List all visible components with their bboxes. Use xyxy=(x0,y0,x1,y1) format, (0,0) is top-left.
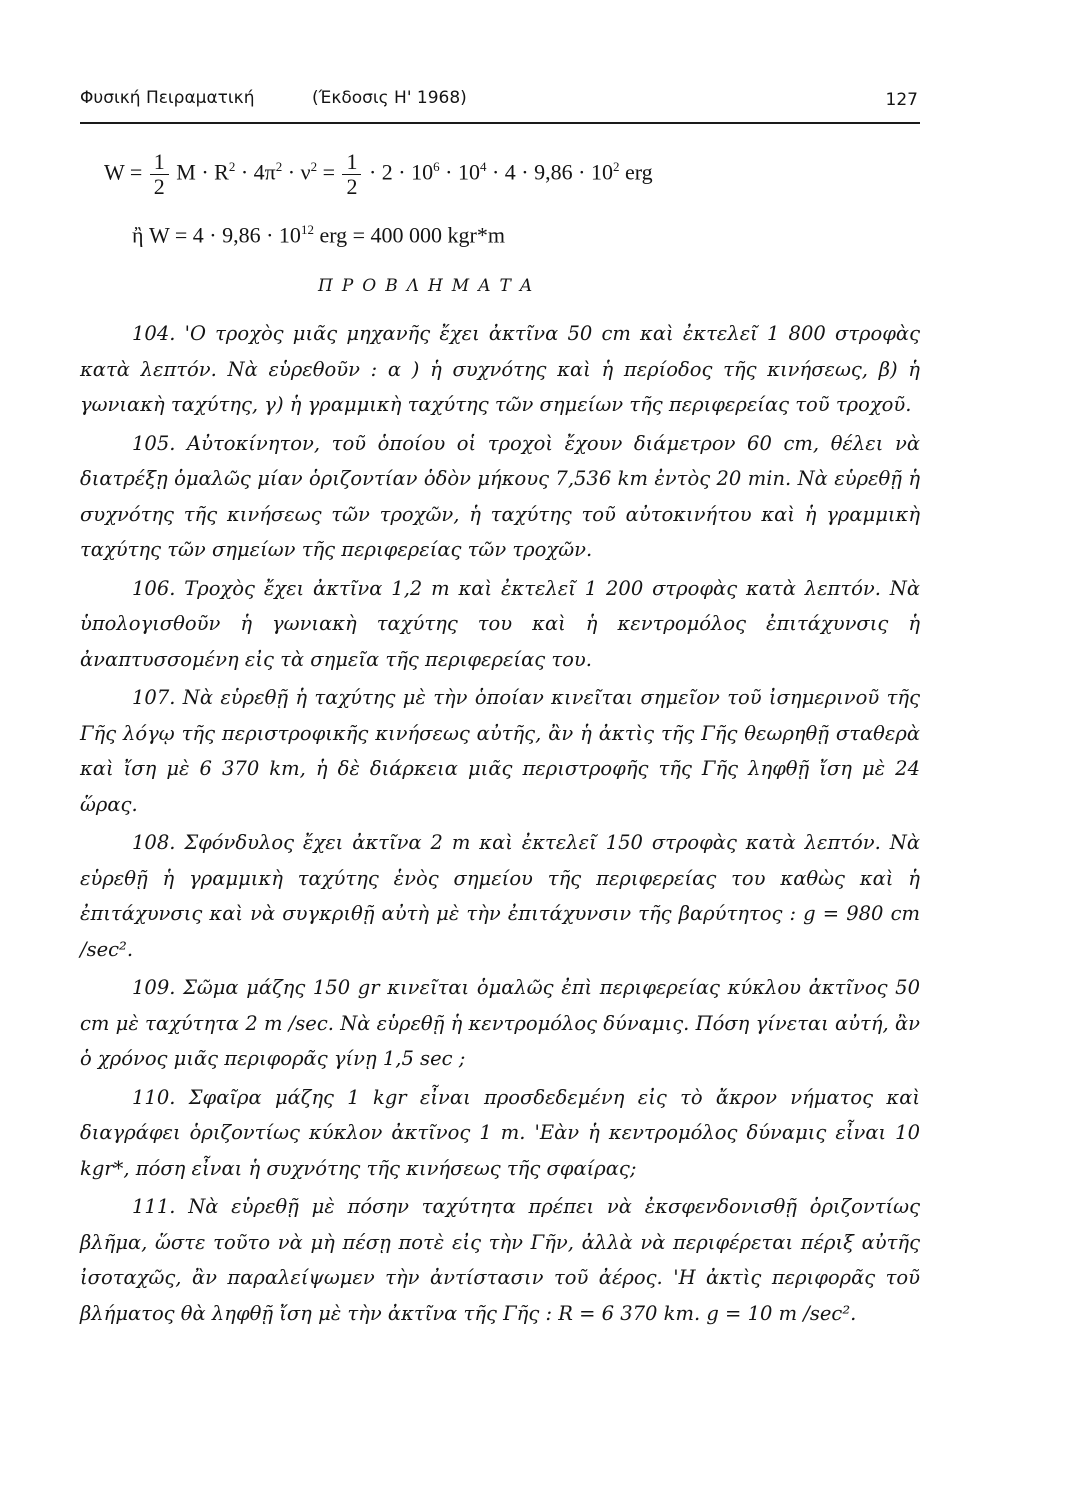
formula-w: W = xyxy=(104,159,143,185)
formula-equals: = xyxy=(317,159,335,185)
energy-result-formula xyxy=(132,222,505,248)
formula-term: · 4 · 9,86 · 10 xyxy=(486,159,613,185)
problem-text: Σῶμα μάζης 150 gr κινεῖται ὁμαλῶς ἐπὶ περιφερείας κύκλου ἀκτῖνος 50 cm μὲ ταχύτητα 2 m /sec. Νὰ εὑρεθῇ ἡ κεντρομόλος δύναμις. Πόση γίνεται αὐτή, ἂν ὁ χρόνος μιᾶς περιφορᾶς γίνῃ 1,5 sec ; xyxy=(80,976,920,1070)
problems-list xyxy=(80,316,920,1334)
fraction-denominator: 2 xyxy=(346,174,358,199)
formula-term: · 10 xyxy=(439,159,480,185)
problem-105 xyxy=(80,426,920,568)
running-header xyxy=(80,86,918,114)
fraction-denominator: 2 xyxy=(153,174,165,199)
exponent: 6 xyxy=(433,159,440,175)
header-book-title: Φυσική Πειραματική xyxy=(80,88,255,108)
fraction-half-1 xyxy=(150,150,169,199)
formula-term: erg = 400 000 kgr*m xyxy=(313,222,505,248)
problem-text: Νὰ εὑρεθῇ μὲ πόσην ταχύτητα πρέπει νὰ ἐκσφενδονισθῇ ὁριζοντίως βλῆμα, ὥστε τοῦτο νὰ μὴ πέσῃ ποτὲ εἰς τὴν Γῆν, ἀλλὰ νὰ περιφέρεται πέριξ αὐτῆς ἰσοταχῶς, ἂν παραλείψωμεν τὴν ἀντίστασιν τοῦ ἀέρος. 'Η ἀκτὶς περιφορᾶς τοῦ βλήματος θὰ ληφθῇ ἴση μὲ τὴν ἀκτῖνα τῆς Γῆς : R = 6 370 km. g = 10 m /sec². xyxy=(80,1195,920,1325)
problem-number: 105. xyxy=(132,431,176,455)
exponent: 2 xyxy=(228,159,236,175)
exponent: 2 xyxy=(310,159,318,175)
problem-text: Σφαῖρα μάζης 1 kgr εἶναι προσδεδεμένη εἰς τὸ ἄκρον νήματος καὶ διαγράφει ὁριζοντίως κύκλον ἀκτῖνος 1 m. 'Εὰν ἡ κεντρομόλος δύναμις εἶναι 10 kgr*, πόση εἶναι ἡ συχνότης τῆς κινήσεως τῆς σφαίρας; xyxy=(80,1085,921,1180)
exponent: 4 xyxy=(479,159,487,175)
fraction-half-2 xyxy=(342,150,361,199)
problem-text: Τροχὸς ἔχει ἀκτῖνα 1,2 m καὶ ἐκτελεῖ 1 200 στροφὰς κατὰ λεπτόν. Νὰ ὑπολογισθοῦν ἡ γωνιακὴ ταχύτης του καὶ ἡ κεντρομόλος ἐπιτάχυνσις ἡ ἀναπτυσσομένη εἰς τὰ σημεῖα τῆς περιφερείας του. xyxy=(80,576,921,671)
formula-term: · ν xyxy=(282,159,311,185)
page-number: 127 xyxy=(885,90,918,110)
formula-term: · 4π xyxy=(235,159,276,185)
problem-number: 110. xyxy=(132,1085,176,1109)
problem-text: Σφόνδυλος ἔχει ἀκτῖνα 2 m καὶ ἐκτελεῖ 150 στροφὰς κατὰ λεπτόν. Νὰ εὑρεθῇ ἡ γραμμικὴ ταχύτης ἑνὸς σημείου τῆς περιφερείας του καθὼς καὶ ἡ ἐπιτάχυνσις καὶ νὰ συγκριθῇ αὐτὴ μὲ τὴν ἐπιτάχυνσιν τῆς βαρύτητος : g = 980 cm /sec². xyxy=(80,831,920,961)
problem-text: Νὰ εὑρεθῇ ἡ ταχύτης μὲ τὴν ὁποίαν κινεῖται σημεῖον τοῦ ἰσημερινοῦ τῆς Γῆς λόγῳ τῆς περιστροφικῆς κινήσεως αὐτῆς, ἂν ἡ ἀκτὶς τῆς Γῆς θεωρηθῇ σταθερὰ καὶ ἴση μὲ 6 370 km, ἡ δὲ διάρκεια μιᾶς περιστροφῆς τῆς Γῆς ληφθῇ ἴση μὲ 24 ὥρας. xyxy=(80,686,920,816)
fraction-numerator: 1 xyxy=(150,150,169,175)
formula-term: ἢ W = 4 · 9,86 · 10 xyxy=(132,222,301,248)
problem-106 xyxy=(80,571,920,678)
problem-107 xyxy=(80,680,920,822)
problem-number: 109. xyxy=(132,976,176,999)
problem-text: Αὐτοκίνητον, τοῦ ὁποίου οἱ τροχοὶ ἔχουν διάμετρον 60 cm, θέλει νὰ διατρέξῃ ὁμαλῶς μίαν ὁριζοντίαν ὁδὸν μήκους 7,536 km ἐντὸς 20 min. Νὰ εὑρεθῇ ἡ συχνότης τῆς κινήσεως τῶν τροχῶν, ἡ ταχύτης τοῦ αὐτοκινήτου καὶ ἡ γραμμικὴ ταχύτης τῶν σημείων τῆς περιφερείας τῶν τροχῶν. xyxy=(80,431,920,561)
header-rule xyxy=(80,122,920,124)
formula-term: · 2 · 10 xyxy=(368,159,434,185)
problem-110 xyxy=(80,1080,920,1187)
formula-unit: erg xyxy=(619,159,653,185)
problem-108 xyxy=(80,825,920,967)
problem-number: 107. xyxy=(132,686,176,709)
exponent: 2 xyxy=(612,159,620,175)
fraction-numerator: 1 xyxy=(342,150,361,175)
header-edition: (Έκδοσις Η' 1968) xyxy=(312,88,467,108)
problem-111 xyxy=(80,1189,920,1331)
problem-104 xyxy=(80,316,920,423)
section-title: ΠΡΟΒΛΗΜΑΤΑ xyxy=(318,276,542,296)
problem-number: 106. xyxy=(132,576,176,600)
problem-number: 104. xyxy=(132,322,176,345)
formula-term: M · R xyxy=(176,159,229,185)
problem-109 xyxy=(80,970,920,1077)
problem-number: 108. xyxy=(132,831,176,854)
exponent: 2 xyxy=(275,159,283,175)
problem-number: 111. xyxy=(132,1195,176,1218)
exponent: 12 xyxy=(300,222,314,237)
problem-text: 'Ο τροχὸς μιᾶς μηχανῆς ἔχει ἀκτῖνα 50 cm καὶ ἐκτελεῖ 1 800 στροφὰς κατὰ λεπτόν. Νὰ εὑρεθοῦν : α ) ἡ συχνότης καὶ ἡ περίοδος τῆς κινήσεως, β) ἡ γωνιακὴ ταχύτης, γ) ἡ γραμμικὴ ταχύτης τῶν σημείων τῆς περιφερείας τοῦ τροχοῦ. xyxy=(80,322,920,416)
energy-formula xyxy=(104,150,653,199)
